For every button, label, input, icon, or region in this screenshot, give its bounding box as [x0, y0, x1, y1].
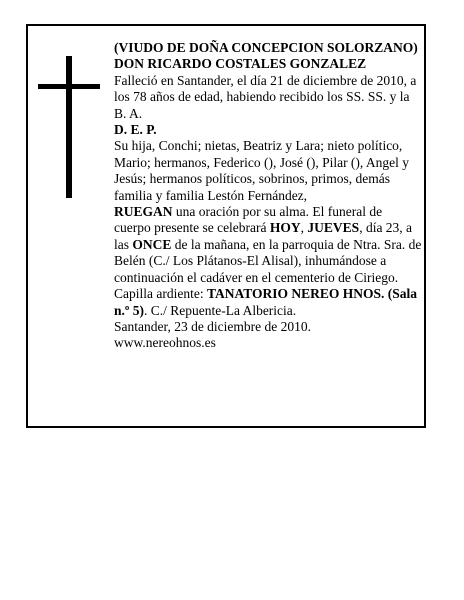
chapel-label: Capilla ardiente:	[114, 286, 207, 302]
ruegan-word: RUEGAN	[114, 204, 173, 220]
family-list: Su hija, Conchi; nietas, Beatriz y Lara; nieto político, Mario; hermanos, Federico (), José (), Pilar (), Angel y Jesús; hermanos políticos, sobrinos, primos, demás familia y familia Lestón Fernández,	[114, 138, 410, 203]
death-notice: Falleció en Santander, el día 21 de diciembre de 2010, a los 78 años de edad, habiendo recibido los SS. SS. y la B. A.	[114, 72, 417, 121]
cross-icon	[38, 56, 100, 198]
once-word: ONCE	[132, 236, 172, 252]
deceased-name: DON RICARDO COSTALES GONZALEZ	[114, 56, 367, 72]
funeral-paragraph	[114, 204, 422, 286]
funeral-rest: de la mañana, en la parroquia de Ntra. Sra. de Belén (C./ Los Plátanos-El Alisal), inhumándose a continuación el cadáver en el cementerio de Ciriego.	[114, 236, 422, 285]
jueves-word: JUEVES	[307, 220, 360, 236]
chapel-address: . C./ Repuente-La Albericia.	[143, 302, 297, 318]
chapel-name: TANATORIO NEREO HNOS. (Sala n.º 5)	[114, 286, 418, 318]
website-link[interactable]: www.nereohnos.es	[114, 335, 216, 351]
comma: ,	[300, 220, 308, 236]
hoy-word: HOY	[269, 220, 301, 236]
widower-line: (VIUDO DE DOÑA CONCEPCION SOLORZANO)	[114, 40, 418, 55]
dep-line: D. E. P.	[114, 122, 157, 138]
date-line: Santander, 23 de diciembre de 2010.	[114, 318, 312, 334]
funeral-intro: una oración por su alma. El funeral de cuerpo presente se celebrará	[114, 204, 383, 236]
obituary-text	[114, 40, 422, 352]
chapel-line	[114, 286, 422, 319]
day-text: , día 23, a las	[114, 220, 413, 252]
obituary-frame	[26, 24, 426, 428]
